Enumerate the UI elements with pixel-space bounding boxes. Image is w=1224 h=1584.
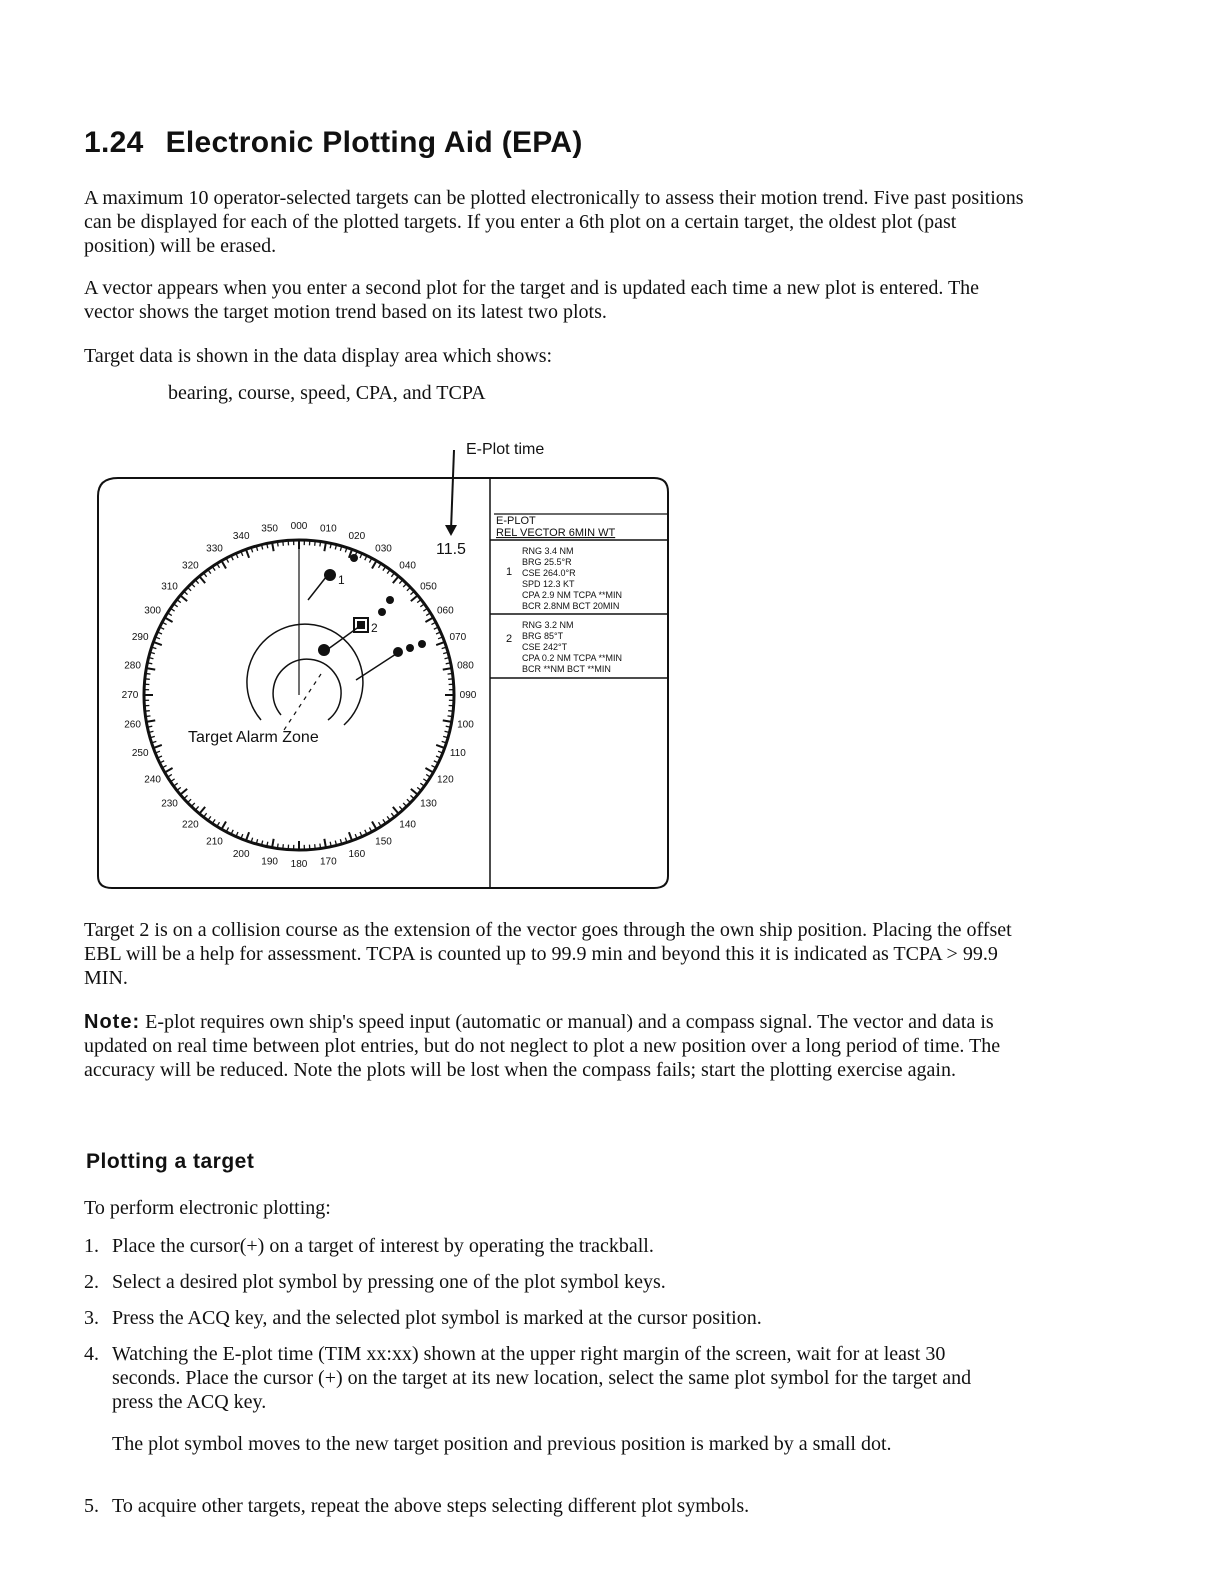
- bearing-tick-label: 140: [399, 819, 416, 831]
- bearing-tick: [324, 542, 326, 551]
- bearing-tick-label: 200: [232, 848, 250, 860]
- bearing-tick: [407, 587, 411, 590]
- bearing-tick-label: 330: [206, 543, 223, 555]
- bearing-tick: [372, 821, 377, 829]
- step-text: Select a desired plot symbol by pressing one of the plot symbol keys.: [112, 1271, 666, 1293]
- bearing-tick: [448, 673, 453, 674]
- bearing-tick: [393, 576, 399, 583]
- plotting-intro: To perform electronic plotting:: [84, 1197, 331, 1219]
- bearing-tick-label: 280: [124, 660, 141, 672]
- bearing-tick: [448, 716, 453, 717]
- callout-line: [451, 450, 454, 530]
- note-text: E-plot requires own ship's speed input (automatic or manual) and a compass signal. The vector and data is updated on real time between plot entries, but do not neglect to plot a new position over a long period of time. The accuracy will be reduced. Note the plots will be lost when the compass fails; start the plotting exercise again.: [84, 1011, 1001, 1081]
- bearing-tick: [153, 745, 161, 748]
- bearing-tick-label: 210: [206, 836, 223, 848]
- step-text: To acquire other targets, repeat the above steps selecting different plot symbols.: [112, 1495, 750, 1517]
- bearing-tick-label: 160: [348, 848, 366, 860]
- bearing-tick: [180, 789, 187, 795]
- target-2-index: 2: [506, 633, 513, 645]
- bearing-tick: [283, 541, 284, 546]
- target-1-row: CPA 2.9 NM TCPA **MIN: [522, 590, 623, 600]
- step-item: [84, 1342, 1024, 1414]
- bearing-tick-label: 020: [348, 531, 366, 543]
- epa-figure: [96, 430, 676, 900]
- bearing-tick-label: 110: [449, 747, 466, 759]
- target-2-row: CPA 0.2 NM TCPA **MIN: [522, 653, 623, 663]
- bearing-tick: [324, 839, 326, 848]
- bearing-tick-label: 170: [320, 856, 337, 868]
- bearing-tick: [448, 711, 453, 712]
- bearing-tick: [315, 844, 316, 849]
- bearing-tick: [146, 673, 151, 674]
- bearing-tick: [277, 542, 278, 547]
- bearing-tick: [146, 668, 155, 670]
- bearing-tick: [184, 795, 188, 798]
- bearing-tick-label: 180: [290, 859, 308, 870]
- bearing-tick-label: 240: [144, 774, 161, 786]
- step-text: Place the cursor(+) on a target of interest by operating the trackball.: [112, 1235, 654, 1257]
- bearing-tick: [195, 806, 198, 810]
- bearing-tick-label: 050: [420, 581, 437, 593]
- bearing-tick: [372, 561, 377, 569]
- step-number: 3.: [84, 1307, 99, 1329]
- target-1-label: 1: [338, 573, 345, 587]
- section-title: Electronic Plotting Aid (EPA): [165, 126, 583, 159]
- bearing-tick: [403, 584, 406, 588]
- target-2-label: 2: [371, 621, 378, 635]
- step-text: Press the ACQ key, and the selected plot symbol is marked at the cursor position.: [112, 1307, 762, 1329]
- alarm-zone-outer-arc: [247, 624, 363, 725]
- bearing-tick: [425, 618, 433, 623]
- bearing-tick-label: 100: [457, 719, 474, 731]
- bearing-tick: [407, 799, 411, 802]
- collision-paragraph: Target 2 is on a collision course as the extension of the vector goes through the own ship position. Placing the offset EBL will be a help for assessment. TCPA is counted up to 99.9 min and beyond this it is indicated as TCPA > 99.9 MIN.: [84, 919, 1012, 989]
- bearing-tick: [145, 679, 150, 680]
- bearing-tick: [320, 844, 321, 849]
- bearing-tick-label: 040: [399, 560, 416, 572]
- target-2-past-plot: [386, 596, 394, 604]
- bearing-tick: [403, 803, 406, 807]
- bearing-tick: [411, 789, 418, 795]
- section-heading: [84, 126, 583, 160]
- bearing-tick: [436, 642, 444, 645]
- bearing-tick: [246, 832, 249, 840]
- vector-extension: [284, 674, 321, 730]
- bearing-tick-label: 150: [375, 836, 392, 848]
- bearing-tick: [188, 587, 192, 590]
- bearing-tick-label: 300: [144, 605, 161, 617]
- bearing-tick: [393, 807, 399, 814]
- target-1-symbol: [324, 569, 336, 581]
- step-number: 1.: [84, 1235, 99, 1257]
- bearing-tick-label: 220: [182, 819, 199, 831]
- callout-arrowhead: [445, 525, 457, 536]
- bearing-tick: [191, 803, 194, 807]
- step-text: Watching the E-plot time (TIM xx:xx) shown at the upper right margin of the screen, wait for at least 30 seconds. Place the cursor (+) on the target at its new location, select the same plot symbol for the target and press the ACQ key.: [112, 1343, 972, 1413]
- bearing-tick: [165, 768, 173, 773]
- bearing-tick-label: 070: [449, 632, 467, 644]
- bearing-tick: [315, 541, 316, 546]
- bearing-tick-label: 060: [437, 605, 454, 617]
- bearing-tick-label: 010: [320, 523, 337, 535]
- bearing-tick: [425, 768, 433, 773]
- radar-display: [96, 430, 676, 900]
- bearing-tick: [146, 716, 151, 717]
- bearing-tick-label: 310: [161, 581, 178, 593]
- target-2-row: BCR **NM BCT **MIN: [522, 664, 611, 674]
- target-1-row: CSE 264.0°R: [522, 568, 576, 578]
- intro-paragraph-2: A vector appears when you enter a second plot for the target and is updated each time a new plot is entered. The vector shows the target motion trend based on its latest two plots.: [84, 277, 980, 323]
- eplot-time-value: 11.5: [436, 541, 466, 558]
- bearing-tick: [246, 549, 249, 557]
- panel-title: E-PLOT: [496, 515, 536, 527]
- target-2-row: RNG 3.2 NM: [522, 620, 574, 630]
- bearing-tick: [188, 799, 192, 802]
- bearing-tick-label: 250: [131, 747, 149, 759]
- bearing-tick: [222, 821, 227, 829]
- target-2-row: CSE 242°T: [522, 642, 568, 652]
- target-3-past-plot: [418, 640, 426, 648]
- bearing-tick: [165, 618, 173, 623]
- bearing-tick: [410, 795, 414, 798]
- bearing-tick: [180, 595, 187, 601]
- target-1-past-plot: [350, 554, 358, 562]
- bearing-tick-label: 260: [124, 719, 141, 731]
- bearing-tick: [153, 642, 161, 645]
- step-number: 5.: [84, 1495, 99, 1517]
- step-item: [84, 1494, 1024, 1518]
- section-number: 1.24: [84, 126, 144, 159]
- bearing-tick-label: 270: [121, 690, 139, 701]
- bearing-tick: [145, 711, 150, 712]
- bearing-tick-label: 190: [261, 856, 278, 868]
- bearing-tick: [283, 844, 284, 849]
- target-1-row: RNG 3.4 NM: [522, 546, 574, 556]
- bearing-tick: [443, 668, 452, 670]
- target-1-row: SPD 12.3 KT: [522, 579, 575, 589]
- target-2-row: BRG 85°T: [522, 631, 564, 641]
- plotting-heading: Plotting a target: [86, 1150, 255, 1173]
- bearing-tick: [320, 542, 321, 547]
- target-1-row: BCR 2.8NM BCT 20MIN: [522, 601, 620, 611]
- bearing-tick: [399, 806, 402, 810]
- bearing-tick-label: 340: [232, 531, 250, 543]
- bearing-tick: [272, 542, 274, 551]
- step-item: [84, 1306, 1024, 1330]
- alarm-zone-inner-arc: [273, 659, 341, 720]
- bearing-tick: [436, 745, 444, 748]
- bearing-tick-label: 000: [290, 521, 308, 532]
- bearing-tick: [199, 576, 205, 583]
- target-3-symbol: [393, 647, 403, 657]
- bearing-tick-label: 090: [459, 690, 477, 701]
- bearing-tick: [146, 720, 155, 722]
- bearing-tick-label: 290: [131, 632, 149, 644]
- alarm-zone-label: Target Alarm Zone: [188, 729, 319, 746]
- step-number: 2.: [84, 1271, 99, 1293]
- bearing-tick-label: 080: [457, 660, 474, 672]
- bearing-tick-label: 030: [375, 543, 392, 555]
- bearing-tick-label: 130: [420, 798, 437, 810]
- note-paragraph: [84, 1010, 1024, 1082]
- bearing-tick: [448, 679, 453, 680]
- bearing-tick-label: 320: [182, 560, 199, 572]
- data-panel: [490, 514, 668, 678]
- bearing-tick: [199, 807, 205, 814]
- target-1-row: BRG 25.5°R: [522, 557, 572, 567]
- bearing-tick: [399, 580, 402, 584]
- target-3-past-plot: [406, 644, 414, 652]
- bearing-tick: [195, 580, 198, 584]
- bearing-tick: [222, 561, 227, 569]
- bearing-tick: [349, 832, 352, 840]
- bearing-tick: [410, 591, 414, 594]
- note-label: Note:: [84, 1011, 141, 1033]
- intro-paragraph-1: A maximum 10 operator-selected targets can be plotted electronically to assess their motion trend. Five past positions can be displayed for each of the plotted targets. If you enter a 6th plot on a certain target, the oldest plot (past position) will be erased.: [84, 187, 1024, 257]
- bearing-tick-label: 120: [437, 774, 454, 786]
- intro-paragraph-3: Target data is shown in the data display area which shows:: [84, 345, 553, 367]
- step-item: [84, 1234, 1024, 1258]
- eplot-time-callout-label: E-Plot time: [466, 441, 545, 458]
- step-4-note: The plot symbol moves to the new target position and previous position is marked by a small dot.: [112, 1433, 892, 1455]
- target-2-past-plot: [378, 608, 386, 616]
- data-list: bearing, course, speed, CPA, and TCPA: [168, 382, 486, 404]
- bearing-tick: [411, 595, 418, 601]
- panel-subtitle: REL VECTOR 6MIN WT: [496, 527, 616, 539]
- bearing-tick: [443, 720, 452, 722]
- bearing-tick: [277, 844, 278, 849]
- own-ship-marker: [318, 644, 330, 656]
- bearing-tick: [184, 591, 188, 594]
- target-1-index: 1: [506, 566, 513, 578]
- bearing-tick-label: 350: [261, 523, 278, 535]
- bearing-tick-label: 230: [161, 798, 178, 810]
- target-3-vector: [356, 654, 396, 680]
- bearing-tick: [272, 839, 274, 848]
- step-number: 4.: [84, 1343, 99, 1365]
- step-item: [84, 1270, 1024, 1294]
- bearing-tick: [191, 584, 194, 588]
